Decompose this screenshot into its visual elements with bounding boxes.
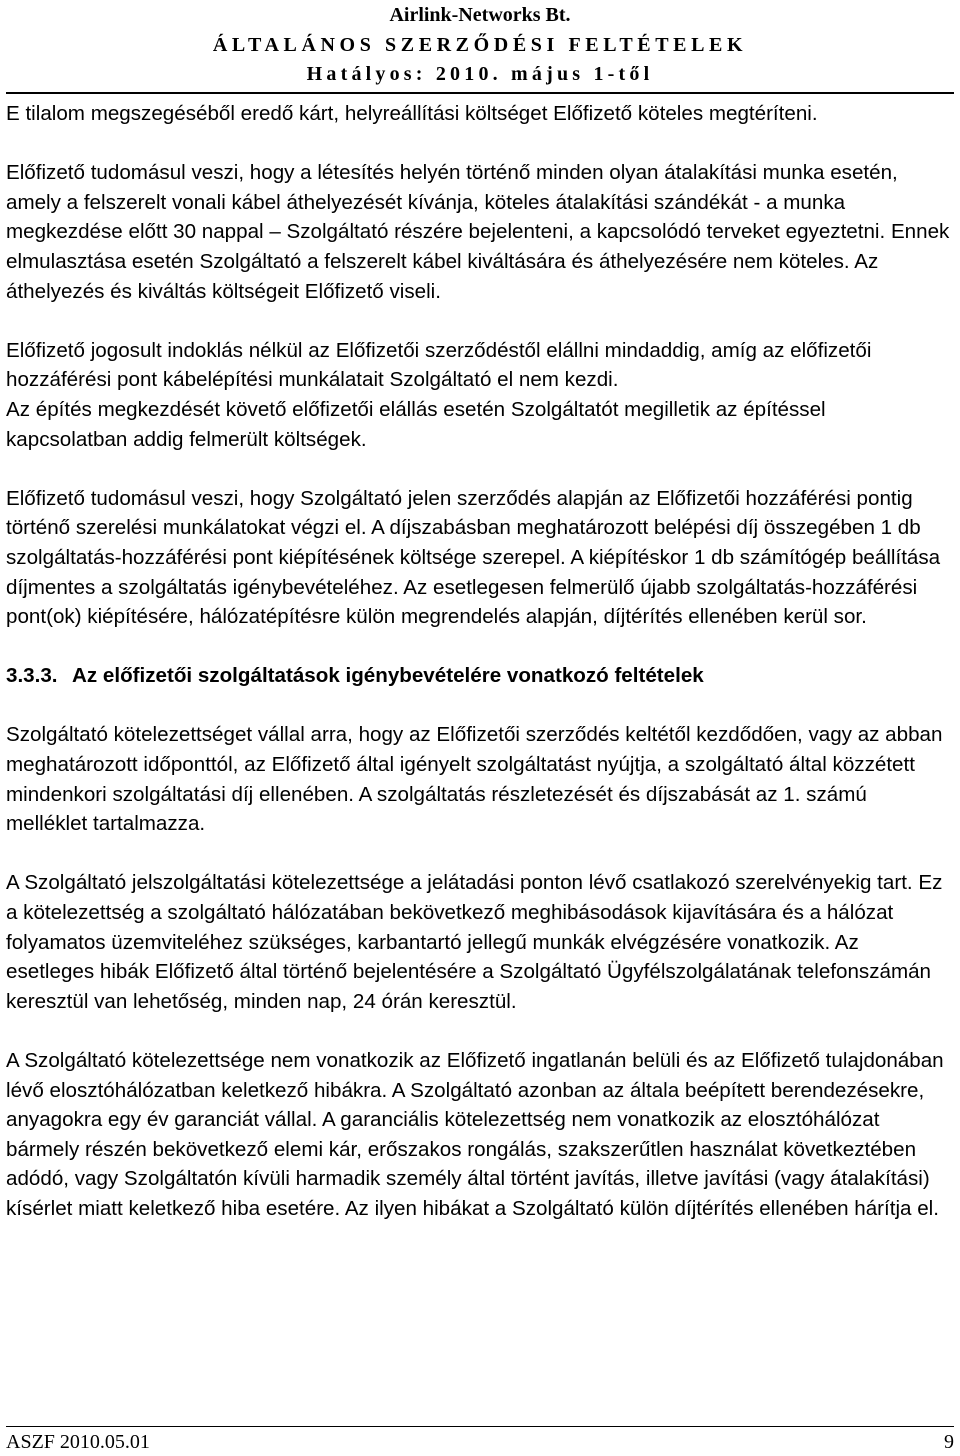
- section-number: 3.3.3.: [6, 664, 58, 688]
- header-divider: [6, 92, 954, 94]
- section-heading: [6, 661, 950, 691]
- effective-date: Hatályos: 2010. május 1-től: [306, 63, 654, 85]
- document-title: ÁLTALÁNOS SZERZŐDÉSI FELTÉTELEK: [212, 34, 748, 56]
- paragraph-service-obligation: Szolgáltató kötelezettséget vállal arra, hogy az Előfizetői szerződés keltétől kezdődően, vagy az abban meghatározott időponttól, az Előfizető által igényelt szolgáltatást nyújtja, a szolgáltató által közzétett mindenkori szolgáltatási díj ellenében. A szolgáltatás részletezését és díjszabását az 1. számú melléklet tartalmazza.: [6, 723, 943, 836]
- footer-divider: [6, 1426, 954, 1427]
- page-number: 9: [944, 1431, 954, 1453]
- paragraph-damage-liability: E tilalom megszegéséből eredő kárt, helyreállítási költséget Előfizető köteles megtéríteni.: [6, 102, 818, 125]
- company-name: Airlink-Networks Bt.: [389, 4, 571, 26]
- paragraph-withdrawal-right: Előfizető jogosult indoklás nélkül az Előfizetői szerződéstől elállni mindaddig, amíg az előfizetői hozzáférési pont kábelépítési munkálatait Szolgáltató el nem kezdi.: [6, 338, 872, 392]
- paragraph-signal-obligation: A Szolgáltató jelszolgáltatási kötelezettsége a jelátadási ponton lévő csatlakozó szerelvényekig tart. Ez a kötelezettség a szolgáltató hálózatában bekövetkező meghibásodások kijavítására és a hálózat folyamatos üzemviteléhez szükséges, karbantartó jellegű munkák elvégzésére vonatkozik. Az esetleges hibák Előfizető által történő bejelentésére a Szolgáltató Ügyfélszolgálatának telefonszámán keresztül van lehetőség, minden nap, 24 órán keresztül.: [6, 871, 943, 1013]
- page-footer: [6, 1428, 954, 1454]
- paragraph-installation-works: Előfizető tudomásul veszi, hogy Szolgáltató jelen szerződés alapján az Előfizetői hozzáférési pontig történő szerelési munkálatokat végzi el. A díjszabásban meghatározott belépési díj összegében 1 db szolgáltatás-hozzáférési pont kiépítésének költsége szerepel. A kiépítéskor 1 db számítógép beállítása díjmentes a szolgáltatás igénybevételéhez. Az esetlegesen felmerülő újabb szolgáltatás-hozzáférési pont(ok) kiépítésére, hálózatépítésre külön megrendelés alapján, díjtérítés ellenében kerül sor.: [6, 486, 941, 629]
- section-title: Az előfizetői szolgáltatások igénybevételére vonatkozó feltételek: [72, 664, 704, 688]
- document-body: [6, 99, 950, 1253]
- paragraph-warranty: A Szolgáltató kötelezettsége nem vonatkozik az Előfizető ingatlanán belüli és az Előfizető tulajdonában lévő elosztóhálózatban keletkező hibákra. A Szolgáltató azonban az általa beépített berendezésekre, anyagokra egy év garanciát vállal. A garanciális kötelezettség nem vonatkozik az elosztóhálózat bármely részén bekövetkező elemi kár, erőszakos rongálás, szakszerűtlen használat következtében adódó, vagy Szolgáltatón kívüli harmadik személy által történt javítás, illetve javítási (vagy átalakítási) kísérlet miatt keletkező hiba esetére. Az ilyen hibákat a Szolgáltató külön díjtérítés ellenében hárítja el.: [6, 1049, 944, 1220]
- paragraph-withdrawal-costs: Az építés megkezdését követő előfizetői elállás esetén Szolgáltatót megilletik az építéssel kapcsolatban addig felmerült költségek.: [6, 397, 826, 451]
- document-code: ASZF 2010.05.01: [6, 1431, 150, 1453]
- paragraph-conversion-works: Előfizető tudomásul veszi, hogy a létesítés helyén történő minden olyan átalakítási munka esetén, amely a felszerelt vonali kábel áthelyezését kívánja, köteles átalakítási szándékát - a munka megkezdése előtt 30 nappal – Szolgáltató részére bejelenteni, a kapcsolódó terveket egyeztetni. Ennek elmulasztása esetén Szolgáltató a felszerelt kábel kiváltására és áthelyezésére nem köteles. Az áthelyezés és kiváltás költségeit Előfizető viseli.: [6, 161, 950, 303]
